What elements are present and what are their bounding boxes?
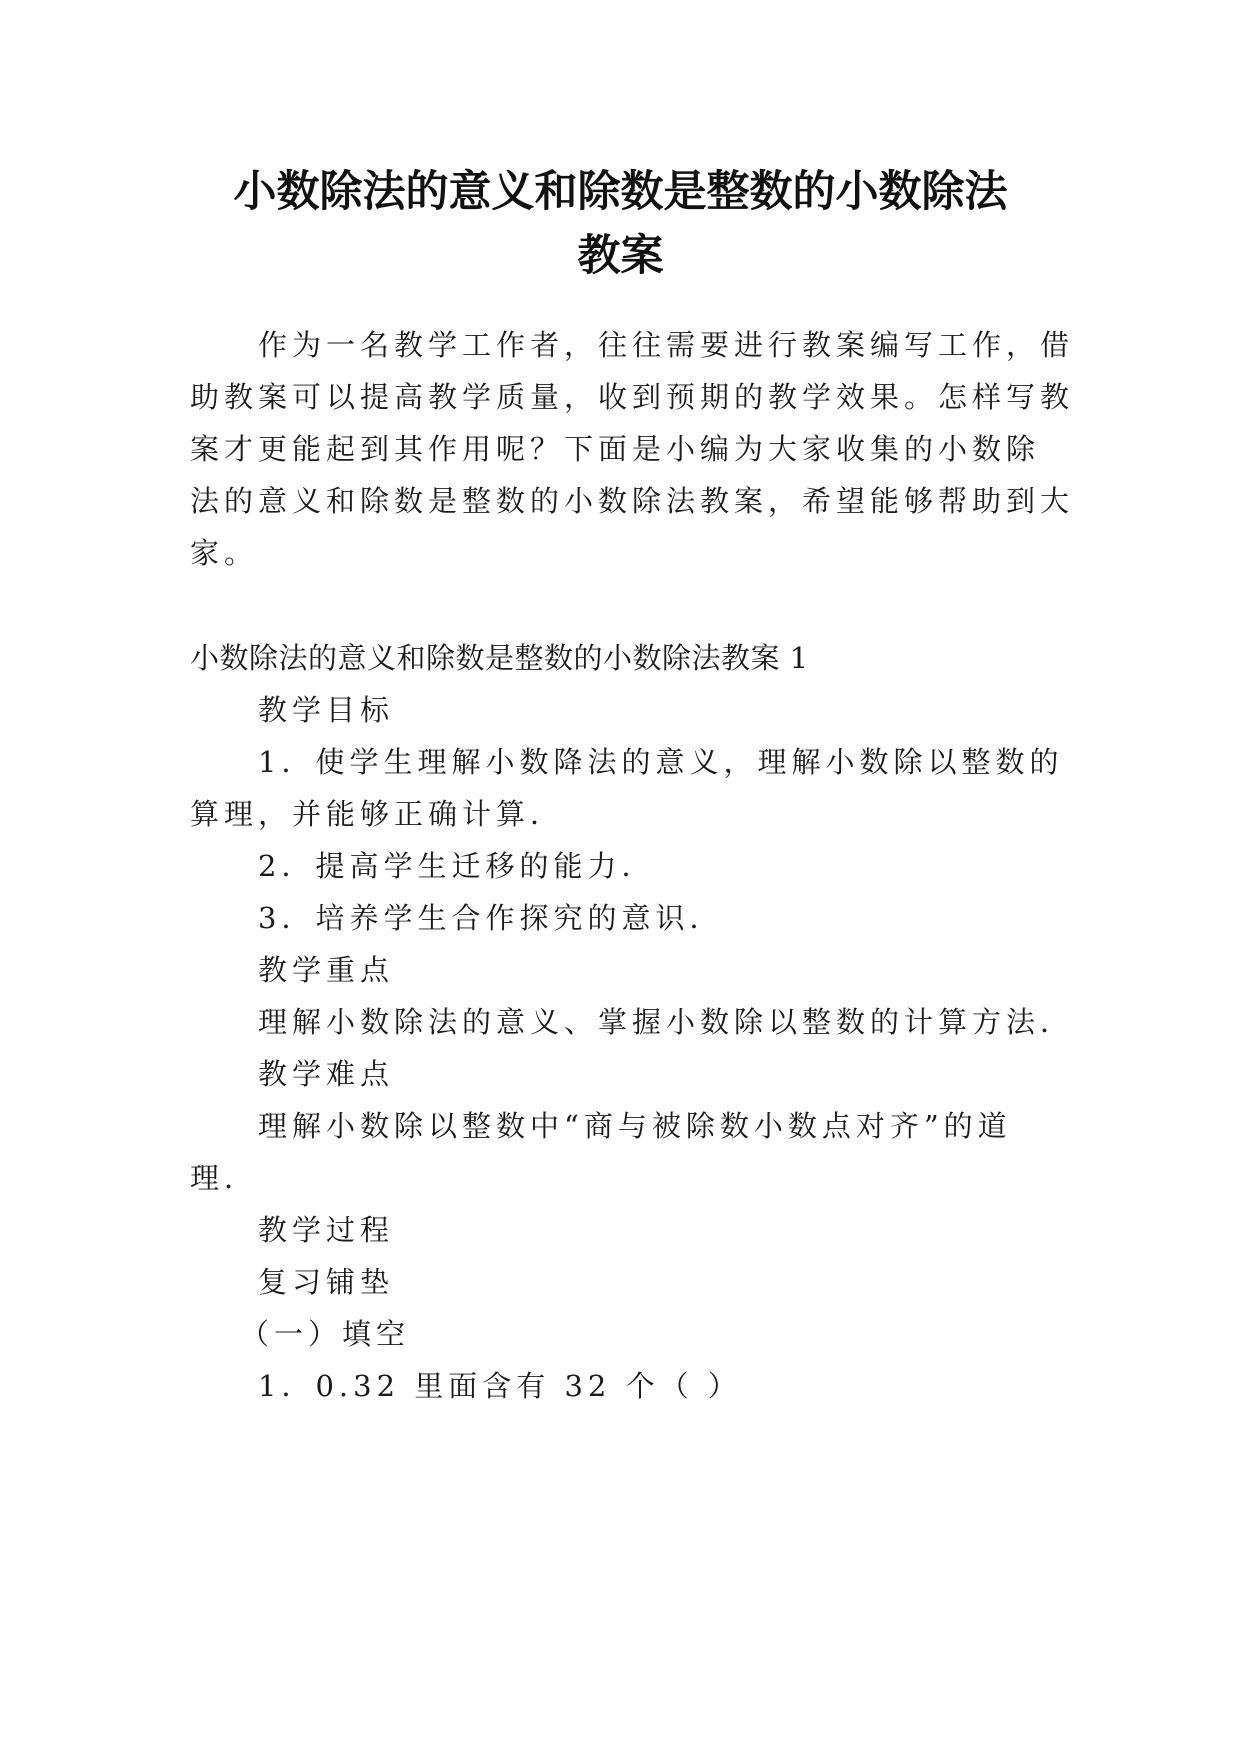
intro-paragraph-line: 助教案可以提高教学质量，收到预期的教学效果。怎样写教	[190, 380, 1075, 414]
intro-paragraph-line: 作为一名教学工作者，往往需要进行教案编写工作，借	[258, 328, 1075, 362]
goal-1-line-1: 1．使学生理解小数降法的意义，理解小数除以整数的	[258, 745, 1064, 779]
teaching-goals-label: 教学目标	[258, 693, 395, 727]
document-title-line-1: 小数除法的意义和除数是整数的小数除法	[233, 167, 1008, 217]
difficult-points-label: 教学难点	[258, 1057, 395, 1091]
key-points-label: 教学重点	[258, 953, 395, 987]
difficult-points-line-2: 理．	[190, 1161, 259, 1195]
goal-2: 2．提高学生迁移的能力．	[258, 849, 656, 883]
teaching-process-label: 教学过程	[258, 1213, 395, 1247]
intro-paragraph-line: 家。	[190, 536, 259, 570]
intro-paragraph-line: 法的意义和除数是整数的小数除法教案，希望能够帮助到大	[190, 484, 1075, 518]
intro-paragraph-line: 案才更能起到其作用呢？下面是小编为大家收集的小数除	[190, 432, 1041, 466]
document-title-line-2: 教案	[577, 231, 664, 281]
section-heading: 小数除法的意义和除数是整数的小数除法教案 1	[190, 641, 809, 675]
goal-3: 3．培养学生合作探究的意识．	[258, 901, 724, 935]
review-label: 复习铺垫	[258, 1265, 395, 1299]
key-points-text: 理解小数除法的意义、掌握小数除以整数的计算方法．	[258, 1005, 1075, 1039]
difficult-points-line-1: 理解小数除以整数中“商与被除数小数点对齐”的道	[258, 1109, 1012, 1143]
goal-1-line-2: 算理，并能够正确计算．	[190, 797, 565, 831]
question-1: 1．0.32 里面含有 32 个（ ）	[258, 1369, 742, 1403]
fill-blank-label: （一）填空	[240, 1317, 411, 1351]
